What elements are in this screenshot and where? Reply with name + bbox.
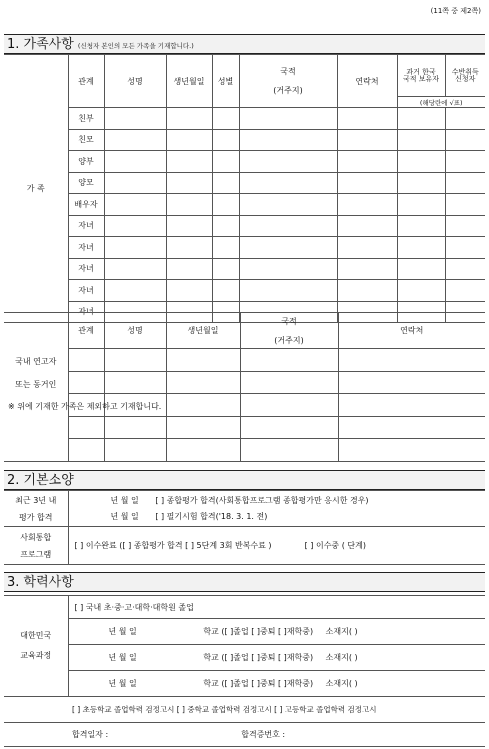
family-row xyxy=(4,237,485,259)
family-nationality-field[interactable] xyxy=(239,258,337,280)
family-relation: 자녀 xyxy=(68,301,104,323)
korea-edu-label-cell xyxy=(4,596,68,697)
past-korean-check[interactable] xyxy=(397,151,445,173)
school-status[interactable]: 학교 ([ ]졸업 [ ]중퇴 [ ]재학중) xyxy=(203,627,314,636)
family-relation: 친부 xyxy=(68,108,104,130)
family-relation: 자녀 xyxy=(68,258,104,280)
program-label-cell xyxy=(4,527,68,565)
family-relation: 자녀 xyxy=(68,237,104,259)
domestic-contact-field[interactable] xyxy=(338,416,485,439)
family-table xyxy=(4,54,485,323)
family-birth-field[interactable] xyxy=(166,129,212,151)
page-indicator: (11쪽 중 제2쪽) xyxy=(430,7,481,15)
korea-edu-label-1: 대한민국 xyxy=(20,631,52,640)
section-2-number: 2. xyxy=(7,473,20,488)
program-cell xyxy=(68,527,485,565)
school-location[interactable]: 소재지( ) xyxy=(325,653,358,662)
family-contact-field[interactable] xyxy=(337,280,397,302)
header-relation: 관계 xyxy=(68,55,104,108)
family-name-field[interactable] xyxy=(104,258,166,280)
family-birth-field[interactable] xyxy=(166,258,212,280)
recent-eval-label-2: 평가 합격 xyxy=(19,512,53,522)
family-contact-field[interactable] xyxy=(337,151,397,173)
family-row xyxy=(4,108,485,130)
domestic-nationality-field[interactable] xyxy=(240,349,338,372)
pass-date-field[interactable]: 합격일자 : xyxy=(72,730,109,739)
family-row xyxy=(4,129,485,151)
domestic-row xyxy=(4,371,485,394)
domestic-birth-field[interactable] xyxy=(166,394,240,417)
section-2-title: 기본소양 xyxy=(23,473,74,488)
recent-eval-cell xyxy=(68,491,485,527)
domestic-note: ※ 위에 기재한 가족은 제외하고 기재합니다. xyxy=(8,402,162,411)
recent-eval-label-1: 최근 3년 내 xyxy=(15,495,57,505)
domestic-row xyxy=(4,349,485,372)
domestic-label-1: 국내 연고자 xyxy=(15,357,57,366)
family-name-field[interactable] xyxy=(104,151,166,173)
applicant-check[interactable] xyxy=(445,151,485,173)
domestic-birth-field[interactable] xyxy=(166,349,240,372)
header-residence: (거주지) xyxy=(273,86,303,95)
pass-info-cell xyxy=(4,723,485,747)
family-contact-field[interactable] xyxy=(337,237,397,259)
domestic-contact-field[interactable] xyxy=(338,394,485,417)
family-birth-field[interactable] xyxy=(166,151,212,173)
basic-literacy-table xyxy=(4,490,485,565)
family-name-field[interactable] xyxy=(104,129,166,151)
past-korean-check[interactable] xyxy=(397,108,445,130)
family-nationality-field[interactable] xyxy=(239,215,337,237)
family-nationality-field[interactable] xyxy=(239,108,337,130)
domestic-contacts-table xyxy=(4,312,485,462)
domestic-header-relation: 관계 xyxy=(68,313,104,349)
header-check-note: (해당란에 √표) xyxy=(397,97,485,108)
family-birth-field[interactable] xyxy=(166,215,212,237)
family-gender-field[interactable] xyxy=(212,280,239,302)
domestic-relation-field[interactable] xyxy=(68,349,104,372)
family-relation: 양부 xyxy=(68,151,104,173)
family-contact-field[interactable] xyxy=(337,258,397,280)
domestic-relation-field[interactable] xyxy=(68,439,104,462)
applicant-check[interactable] xyxy=(445,280,485,302)
family-relation: 양모 xyxy=(68,172,104,194)
section-1-number: 1. xyxy=(7,37,20,52)
header-nationality-cell xyxy=(239,55,337,108)
family-name-field[interactable] xyxy=(104,280,166,302)
school-row xyxy=(4,671,485,697)
school-row-cell xyxy=(68,645,485,671)
family-gender-field[interactable] xyxy=(212,108,239,130)
domestic-nationality-field[interactable] xyxy=(240,416,338,439)
family-birth-field[interactable] xyxy=(166,108,212,130)
domestic-row xyxy=(4,416,485,439)
applicant-check[interactable] xyxy=(445,237,485,259)
past-korean-check[interactable] xyxy=(397,172,445,194)
domestic-row xyxy=(4,439,485,462)
family-row xyxy=(4,172,485,194)
domestic-nationality-field[interactable] xyxy=(240,371,338,394)
family-nationality-field[interactable] xyxy=(239,129,337,151)
applicant-check[interactable] xyxy=(445,108,485,130)
section-3-title: 학력사항 xyxy=(23,575,74,590)
domestic-header-residence: (거주지) xyxy=(274,335,304,345)
past-korean-check[interactable] xyxy=(397,129,445,151)
domestic-name-field[interactable] xyxy=(104,439,166,462)
family-label: 가 족 xyxy=(26,184,45,193)
domestic-contact-field[interactable] xyxy=(338,439,485,462)
ged-options[interactable]: [ ] 초등학교 졸업학력 검정고시 [ ] 중학교 졸업학력 검정고시 [ ] 고등학교 졸업학력 검정고시 xyxy=(4,697,485,723)
family-contact-field[interactable] xyxy=(337,194,397,216)
section-3-header xyxy=(4,572,485,592)
written-exam-option[interactable]: [ ] 필기시험 합격('18. 3. 1. 전) xyxy=(155,511,268,521)
section-2-header xyxy=(4,470,485,490)
family-gender-field[interactable] xyxy=(212,151,239,173)
family-gender-field[interactable] xyxy=(212,215,239,237)
domestic-name-field[interactable] xyxy=(104,349,166,372)
past-korean-check[interactable] xyxy=(397,194,445,216)
family-birth-field[interactable] xyxy=(166,172,212,194)
header-gender: 성별 xyxy=(212,55,239,108)
family-name-field[interactable] xyxy=(104,172,166,194)
program-in-progress-option[interactable]: [ ] 이수중 ( 단계) xyxy=(304,541,366,550)
family-row xyxy=(4,194,485,216)
korea-edu-label-2: 교육과정 xyxy=(20,651,52,660)
applicant-check[interactable] xyxy=(445,215,485,237)
family-label-cell xyxy=(4,55,68,323)
program-label-1: 사회통합 xyxy=(20,532,52,542)
program-label-2: 프로그램 xyxy=(20,549,52,559)
eval-date-2: 년 월 일 xyxy=(110,511,139,521)
recent-eval-label-cell xyxy=(4,491,68,527)
past-korean-check[interactable] xyxy=(397,237,445,259)
family-birth-field[interactable] xyxy=(166,280,212,302)
family-gender-field[interactable] xyxy=(212,194,239,216)
family-contact-field[interactable] xyxy=(337,129,397,151)
domestic-name-field[interactable] xyxy=(104,371,166,394)
family-contact-field[interactable] xyxy=(337,172,397,194)
eval-date-1: 년 월 일 xyxy=(110,495,139,505)
family-relation: 친모 xyxy=(68,129,104,151)
family-birth-field[interactable] xyxy=(166,194,212,216)
domestic-header-name: 성명 xyxy=(104,313,166,349)
family-gender-field[interactable] xyxy=(212,258,239,280)
header-nationality: 국적 xyxy=(280,67,296,76)
school-location[interactable]: 소재지( ) xyxy=(325,679,358,688)
domestic-birth-field[interactable] xyxy=(166,439,240,462)
school-row xyxy=(4,619,485,645)
school-row-cell xyxy=(68,619,485,645)
applicant-check[interactable] xyxy=(445,194,485,216)
school-status[interactable]: 학교 ([ ]졸업 [ ]중퇴 [ ]재학중) xyxy=(203,679,314,688)
domestic-relation-field[interactable] xyxy=(68,416,104,439)
family-name-field[interactable] xyxy=(104,194,166,216)
section-1-header xyxy=(4,34,485,54)
section-1-title: 가족사항 xyxy=(23,37,74,52)
program-completed-option[interactable]: [ ] 이수완료 ([ ] 종합평가 합격 [ ] 5단계 3회 반복수료 ) xyxy=(74,541,272,550)
domestic-contact-field[interactable] xyxy=(338,349,485,372)
header-applicant: 수반취득 신청자 xyxy=(445,55,485,97)
school-date: 년 월 일 xyxy=(108,653,137,662)
past-korean-check[interactable] xyxy=(397,258,445,280)
family-relation: 자녀 xyxy=(68,215,104,237)
family-contact-field[interactable] xyxy=(337,215,397,237)
domestic-header-nationality-cell xyxy=(240,313,338,349)
header-past-korean: 과거 한국 국적 보유자 xyxy=(397,55,445,97)
family-nationality-field[interactable] xyxy=(239,194,337,216)
family-name-field[interactable] xyxy=(104,215,166,237)
family-nationality-field[interactable] xyxy=(239,237,337,259)
school-status[interactable]: 학교 ([ ]졸업 [ ]중퇴 [ ]재학중) xyxy=(203,653,314,662)
section-1-note: (신청자 본인의 모든 가족을 기재합니다.) xyxy=(77,42,194,50)
domestic-birth-field[interactable] xyxy=(166,371,240,394)
family-row xyxy=(4,258,485,280)
family-birth-field[interactable] xyxy=(166,237,212,259)
school-row-cell xyxy=(68,671,485,697)
domestic-label-2: 또는 동거인 xyxy=(15,380,57,389)
domestic-relation-field[interactable] xyxy=(68,371,104,394)
family-gender-field[interactable] xyxy=(212,172,239,194)
past-korean-check[interactable] xyxy=(397,215,445,237)
school-date: 년 월 일 xyxy=(108,679,137,688)
domestic-header-contact: 연락처 xyxy=(338,313,485,349)
family-nationality-field[interactable] xyxy=(239,280,337,302)
domestic-contact-field[interactable] xyxy=(338,371,485,394)
domestic-header-birth: 생년월일 xyxy=(166,313,240,349)
family-contact-field[interactable] xyxy=(337,108,397,130)
domestic-birth-field[interactable] xyxy=(166,416,240,439)
family-row xyxy=(4,215,485,237)
header-birth: 생년월일 xyxy=(166,55,212,108)
family-row xyxy=(4,280,485,302)
school-date: 년 월 일 xyxy=(108,627,137,636)
family-name-field[interactable] xyxy=(104,237,166,259)
family-relation: 배우자 xyxy=(68,194,104,216)
school-location[interactable]: 소재지( ) xyxy=(325,627,358,636)
header-name: 성명 xyxy=(104,55,166,108)
section-3-number: 3. xyxy=(7,575,20,590)
family-gender-field[interactable] xyxy=(212,237,239,259)
applicant-check[interactable] xyxy=(445,258,485,280)
applicant-check[interactable] xyxy=(445,172,485,194)
family-name-field[interactable] xyxy=(104,108,166,130)
family-row xyxy=(4,151,485,173)
domestic-name-field[interactable] xyxy=(104,416,166,439)
domestic-grad-option[interactable]: [ ] 국내 초·중·고·대학·대학원 졸업 xyxy=(68,596,485,619)
family-relation: 자녀 xyxy=(68,280,104,302)
domestic-nationality-field[interactable] xyxy=(240,394,338,417)
family-nationality-field[interactable] xyxy=(239,151,337,173)
family-nationality-field[interactable] xyxy=(239,172,337,194)
comprehensive-eval-option[interactable]: [ ] 종합평가 합격(사회통합프로그램 종합평가만 응시한 경우) xyxy=(155,495,369,505)
header-contact: 연락처 xyxy=(337,55,397,108)
domestic-header-nationality: 국적 xyxy=(281,316,297,326)
school-row xyxy=(4,645,485,671)
domestic-nationality-field[interactable] xyxy=(240,439,338,462)
applicant-check[interactable] xyxy=(445,129,485,151)
family-gender-field[interactable] xyxy=(212,129,239,151)
past-korean-check[interactable] xyxy=(397,280,445,302)
cert-number-field[interactable]: 합격증번호 : xyxy=(241,730,286,739)
education-table xyxy=(4,595,485,747)
